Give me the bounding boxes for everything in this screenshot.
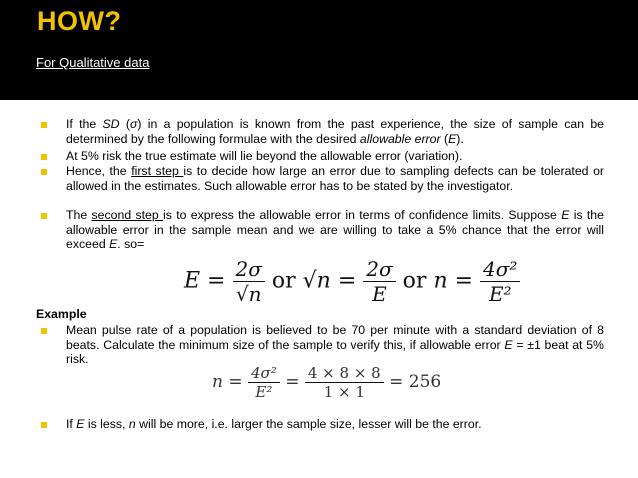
fraction-numeric: $\frac{4 \times 8 \times 8}{1 \times 1}$: [305, 364, 384, 401]
fraction-4sigma2-e2-calc: $\frac{\text{4σ²}}{\text{E²}}$: [248, 364, 280, 401]
bullet-example-problem: Mean pulse rate of a population is believed to be 70 per minute with a standard deviation of 8 beats. Calculate the minimum size of the sample to verify this, if allowable error E = ±1 beat at 5% risk.: [36, 323, 604, 367]
bullet-second-step: The second step is to express the allowable error in terms of confidence limits. Suppose E is the allowable error in the sample mean and we are willing to take a 5% chance that the error will exceed E. so=: [36, 208, 604, 252]
header-bar: [0, 0, 638, 100]
fraction-2sigma-e: $\frac{2\sigma}{E}$: [363, 257, 395, 306]
slide-title: HOW?: [37, 6, 122, 36]
bullet-icon: [41, 422, 47, 428]
example-heading: Example: [36, 307, 87, 321]
first-step-link[interactable]: first step: [131, 164, 184, 178]
bullet-icon: [41, 213, 47, 219]
sample-size-formula: E = $\frac{2\sigma}{√n}$ or √n = $\frac{2\sigma}{E}$ or n = $\frac{\text{4σ²}}{\text{E²}}$: [184, 257, 520, 306]
bullet-first-step: Hence, the first step is to decide how large an error due to sampling defects can be tolerated or allowed in the estimates. Such allowable error has to be stated by the investigator.: [36, 164, 604, 193]
bullet-sd-known: If the SD (σ) in a population is known from the past experience, the size of sample can be determined by the following formulae with the desired allowable error (E).: [36, 117, 604, 146]
fraction-4sigma2-e2: $\frac{\text{4σ²}}{\text{E²}}$: [480, 257, 520, 306]
bullet-icon: [41, 154, 47, 160]
fraction-2sigma-root-n: $\frac{2\sigma}{√n}$: [233, 257, 265, 306]
bullet-icon: [41, 169, 47, 175]
sample-size-calculation: n = $\frac{\text{4σ²}}{\text{E²}}$ = $\frac{4 \times 8 \times 8}{1 \times 1}$ = 256: [212, 364, 442, 401]
slide-subtitle: For Qualitative data: [36, 55, 150, 70]
bullet-conclusion: If E is less, n will be more, i.e. larger the sample size, lesser will be the error.: [36, 417, 604, 432]
second-step-link[interactable]: second step: [91, 208, 164, 222]
bullet-icon: [41, 122, 47, 128]
bullet-icon: [41, 328, 47, 334]
bullet-risk: At 5% risk the true estimate will lie beyond the allowable error (variation).: [36, 149, 604, 164]
